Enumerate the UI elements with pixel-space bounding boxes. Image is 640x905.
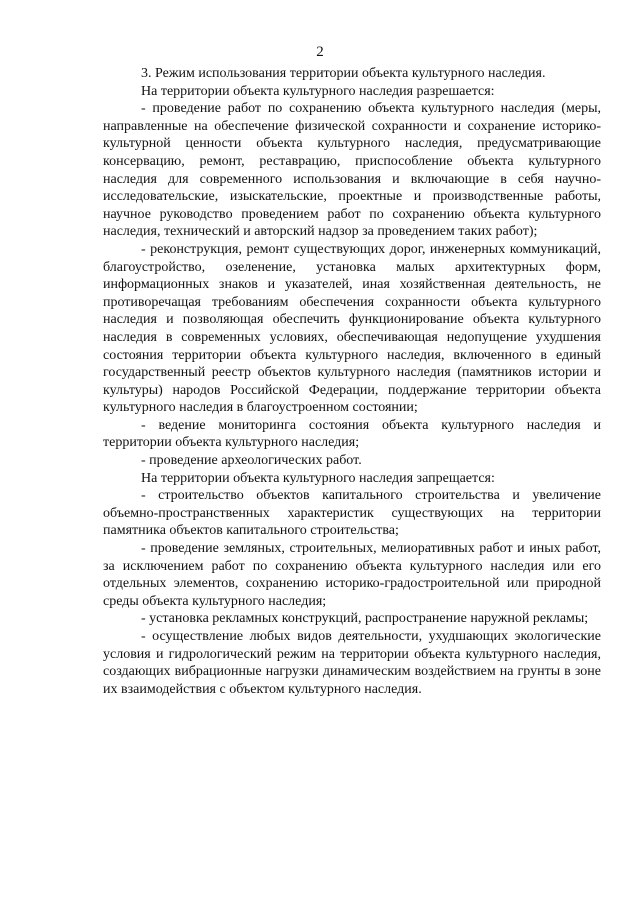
allowed-item: - проведение работ по сохранению объекта культурного наследия (меры, направленные на обеспечение физической сохранности и сохранение историко-культурной ценности объекта культурного наследия, предусматривающие консервацию, ремонт, реставрацию, приспособление объекта культурного наследия для современного использования и включающие в себя научно-исследовательские, изыскательские, проектные и производственные работы, научное руководство проведением работ по сохранению объекта культурного наследия, технический и авторский надзор за проведением таких работ); — [103, 101, 601, 240]
prohibited-item: - проведение земляных, строительных, мелиоративных работ и иных работ, за исключением работ по сохранению объекта культурного наследия или его отдельных элементов, сохранению историко-градостроительной или природной среды объекта культурного наследия; — [103, 541, 601, 609]
allowed-item: - ведение мониторинга состояния объекта культурного наследия и территории объекта культурного наследия; — [103, 417, 601, 451]
allowed-item: - проведение археологических работ. — [141, 453, 362, 469]
allowed-item: - реконструкция, ремонт существующих дорог, инженерных коммуникаций, благоустройство, озеленение, установка малых архитектурных форм, информационных знаков и указателей, иная хозяйственная деятельность, не противоречащая требованиям обеспечения сохранности объекта культурного наследия и позволяющая обеспечить функционирование объекта культурного наследия в современных условиях, обеспечивающая недопущение ухудшения состояния территории объекта культурного наследия, включенного в единый государственный реестр объектов культурного наследия (памятников истории и культуры) народов Российской Федерации, поддержание территории объекта культурного наследия в благоустроенном состоянии; — [103, 241, 601, 416]
prohibited-item: - установка рекламных конструкций, распространение наружной рекламы; — [141, 611, 589, 627]
prohibited-item: - осуществление любых видов деятельности, ухудшающих экологические условия и гидрологический режим на территории объекта культурного наследия, создающих вибрационные нагрузки динамическим воздействием на грунты в зоне их взаимодействия с объектом культурного наследия. — [103, 629, 601, 697]
prohibited-item: - строительство объектов капитального строительства и увеличение объемно-пространственных характеристик существующих на территории памятника объектов капитального строительства; — [103, 488, 601, 539]
section-title: 3. Режим использования территории объекта культурного наследия. — [141, 66, 546, 81]
allowed-intro: На территории объекта культурного наследия разрешается: — [141, 83, 495, 99]
prohibited-intro: На территории объекта культурного наследия запрещается: — [141, 470, 495, 486]
page-number: 2 — [316, 44, 324, 60]
document-body — [103, 65, 601, 698]
